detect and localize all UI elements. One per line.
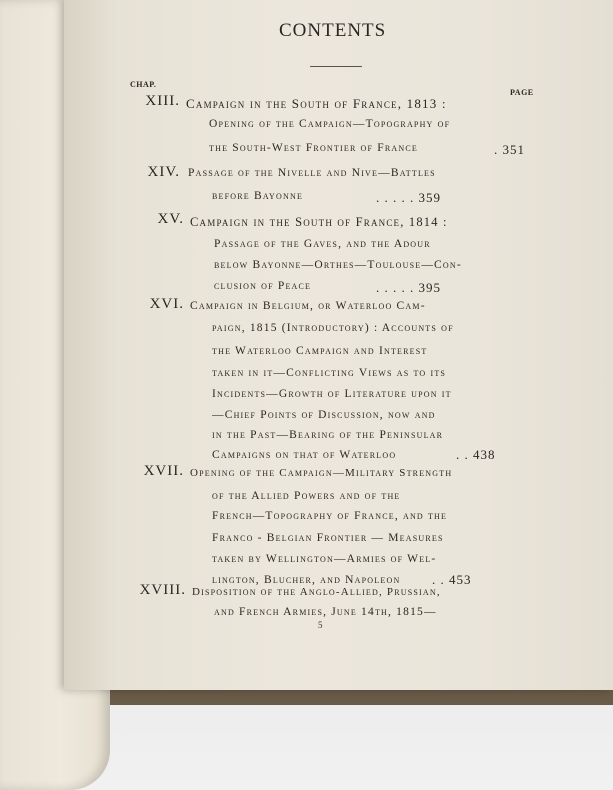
chapter-number: XVII. [143, 463, 184, 479]
contents-page [64, 0, 613, 690]
chapter-number: XIII. [145, 93, 180, 109]
page-number: . . 453 [432, 572, 472, 587]
chapter-number: XVIII. [139, 582, 186, 598]
page-heading: CONTENTS [279, 20, 387, 41]
chapter-title-line: of the Allied Powers and of the [212, 490, 401, 502]
page-number: . . . . . 359 [376, 190, 441, 205]
chapter-title-line: the Waterloo Campaign and Interest [212, 345, 428, 357]
page-number: . 351 [494, 142, 525, 157]
chapter-number: XVI. [149, 296, 184, 312]
chapter-number: XIV. [147, 164, 180, 180]
chapter-title-line: below Bayonne—Orthes—Toulouse—Con- [214, 259, 462, 271]
chapter-title-line: Campaign in the South of France, 1814 : [190, 215, 448, 229]
chapter-title-line: paign, 1815 (Introductory) : Accounts of [212, 322, 454, 334]
chapter-title-line: —Chief Points of Discussion, now and [212, 409, 436, 421]
chapter-title-line: Passage of the Gaves, and the Adour [214, 238, 431, 250]
chapter-title-line: taken in it—Conflicting Views as to its [212, 367, 447, 379]
page-number: . . . . . 395 [376, 280, 441, 295]
folio-number: 5 [318, 620, 323, 630]
chapter-title-line: before Bayonne [212, 190, 304, 202]
chapter-title-line: Franco - Belgian Frontier — Measures [212, 532, 444, 544]
chapter-title-line: French—Topography of France, and the [212, 510, 448, 522]
chapter-title-line: lington, Blucher, and Napoleon [212, 574, 401, 586]
page-number: . . 438 [456, 447, 496, 462]
chapter-number: XV. [157, 211, 184, 227]
chapter-title-line: the South-West Frontier of France [209, 142, 418, 154]
chapter-title-line: Passage of the Nivelle and Nive—Battles [188, 167, 436, 179]
chapter-title-line: Opening of the Campaign—Military Strength [190, 467, 453, 479]
chapter-title-line: Incidents—Growth of Literature upon it [212, 388, 452, 400]
chapter-title-line: Campaigns on that of Waterloo [212, 449, 397, 461]
chapter-title-line: and French Armies, June 14th, 1815— [214, 606, 437, 618]
chapter-title-line: Disposition of the Anglo-Allied, Prussian, [192, 586, 441, 598]
chapter-title-line: taken by Wellington—Armies of Wel- [212, 553, 437, 565]
chapter-title-line: Campaign in the South of France, 1813 : [186, 96, 447, 111]
chapter-title-line: clusion of Peace [214, 280, 312, 292]
chapter-title-line: Opening of the Campaign—Topography of [209, 118, 451, 130]
chapter-title-line: in the Past—Bearing of the Peninsular [212, 429, 444, 441]
chapter-title-line: Campaign in Belgium, or Waterloo Cam- [190, 300, 426, 312]
page-column-label: PAGE [510, 88, 534, 97]
chap-column-label: CHAP. [130, 80, 157, 89]
heading-rule [310, 66, 362, 67]
